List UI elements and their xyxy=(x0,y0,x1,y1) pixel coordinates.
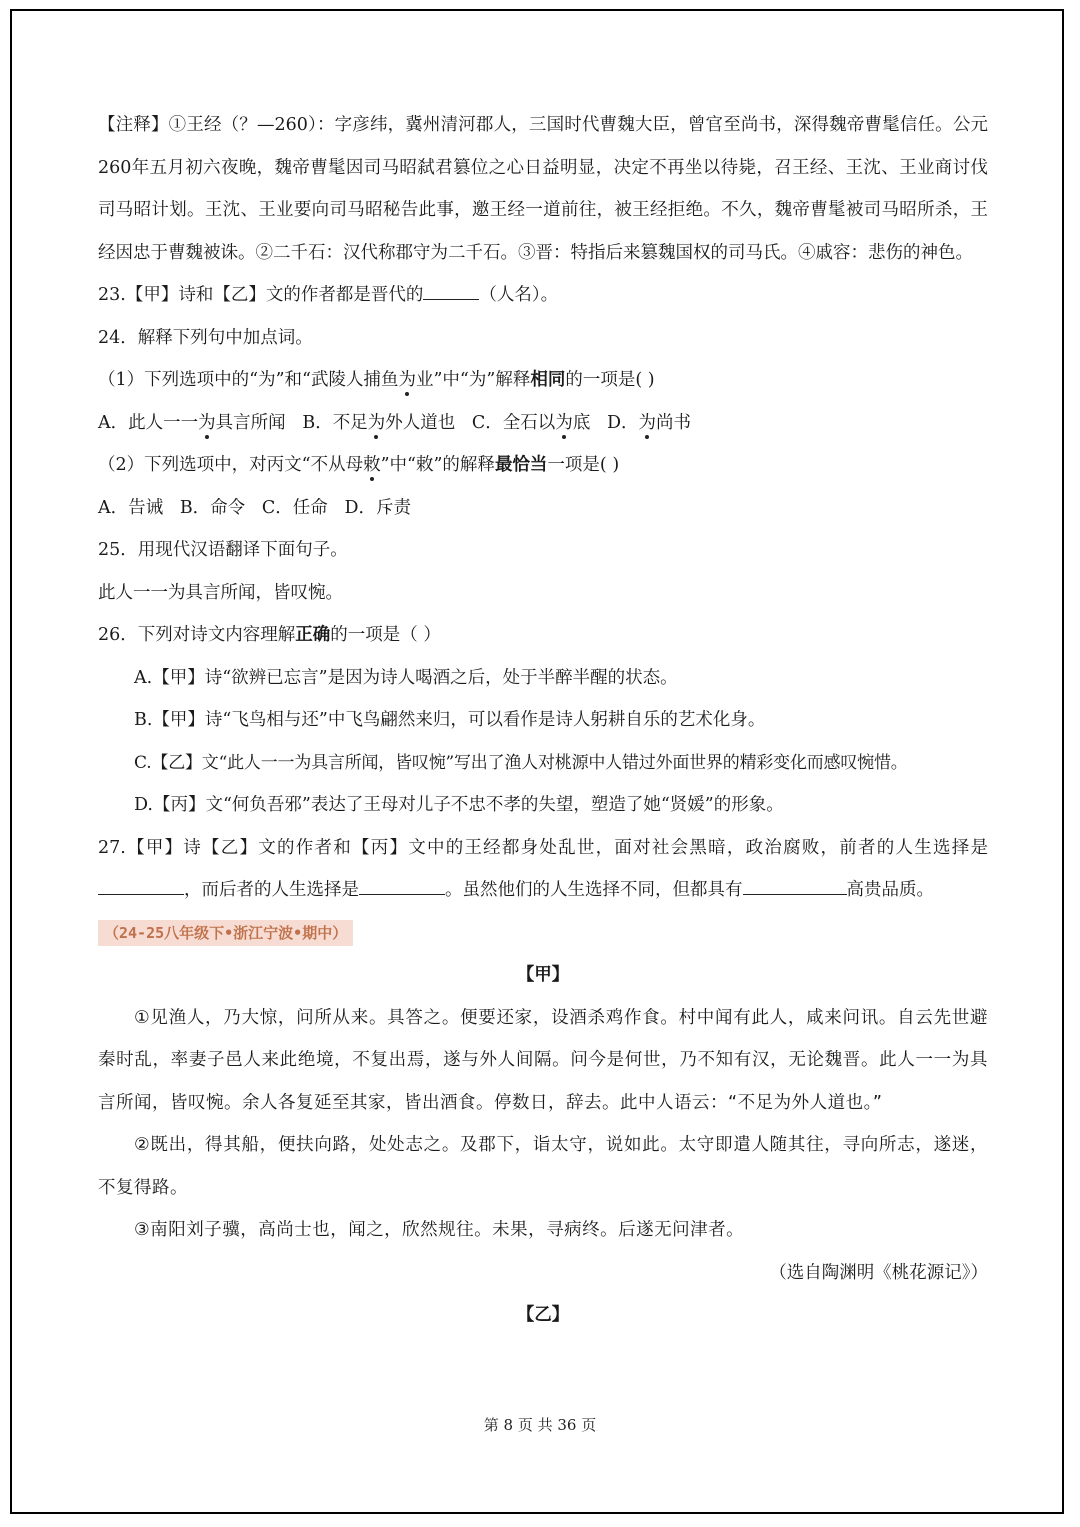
dotted-word: 为 xyxy=(367,412,386,433)
q26-emphasis: 正确 xyxy=(295,625,331,645)
dotted-word: 为 xyxy=(198,412,216,433)
passage-paragraph-2: ②既出，得其船，便扶向路，处处志之。及郡下，诣太守，说如此。太守即遣人随其往，寻向所志，遂迷，不复得路。 xyxy=(98,1135,988,1198)
q23-text-end: （人名）。 xyxy=(479,285,559,305)
dotted-word: 为 xyxy=(638,412,657,433)
q24-2-text-a: （2）下列选项中，对丙文“不从母 xyxy=(98,455,364,475)
q24-1-emphasis: 相同 xyxy=(530,370,566,390)
passage-jia xyxy=(98,997,988,1252)
question-24-2-options[interactable]: A．告诫 B．命令 C．任命 D．斥责 xyxy=(98,497,411,518)
q26-option-b[interactable]: B.【甲】诗“飞鸟相与还”中飞鸟翩然来归，可以看作是诗人躬耕自乐的艺术化身。 xyxy=(134,710,766,730)
q26-option-c[interactable]: C.【乙】文“此人一一为具言所闻，皆叹惋”写出了渔人对桃源中人错过外面世界的精彩变化而感叹惋惜。 xyxy=(134,752,908,773)
question-24-2 xyxy=(98,444,988,487)
q23-answer-blank[interactable] xyxy=(423,277,479,300)
q24-2-emphasis: 最恰当 xyxy=(494,455,548,475)
document-body xyxy=(98,104,988,1337)
dotted-word: 为 xyxy=(555,412,573,433)
q26-option-d[interactable]: D.【丙】文“何负吾邪”表达了王母对儿子不忠不孝的失望，塑造了她“贤媛”的形象。 xyxy=(134,795,784,815)
page-footer: 第 8 页 共 36 页 xyxy=(483,1416,597,1434)
source-tag: （24-25八年级下•浙江宁波•期中） xyxy=(98,920,353,946)
question-24-1-options xyxy=(98,402,988,445)
q27-blank-3[interactable] xyxy=(743,872,847,895)
option-d[interactable]: D．为尚书 xyxy=(607,412,692,433)
q27-text-d: 高贵品质。 xyxy=(846,880,934,900)
section-jia-heading: 【甲】 xyxy=(516,965,570,985)
q24-2-text-b: ”中“敕”的解释 xyxy=(380,455,495,475)
question-25-title: 25．用现代汉语翻译下面句子。 xyxy=(98,540,348,560)
q24-1-text-c: 的一项是( ) xyxy=(565,370,655,390)
section-yi-heading: 【乙】 xyxy=(516,1305,570,1325)
dotted-word: 为 xyxy=(398,370,416,390)
passage-paragraph-3: ③南阳刘子骥，高尚士也，闻之，欣然规往。未果，寻病终。后遂无问津者。 xyxy=(134,1220,745,1240)
q27-text-a: 27.【甲】诗【乙】文的作者和【丙】文中的王经都身处乱世，面对社会黑暗，政治腐败，前者的人生选择是 xyxy=(98,837,988,858)
q27-blank-2[interactable] xyxy=(359,872,445,895)
passage-paragraph-1: ①见渔人，乃大惊，问所从来。具答之。便要还家，设酒杀鸡作食。村中闻有此人，咸来问讯。自云先世避秦时乱，率妻子邑人来此绝境，不复出焉，遂与外人间隔。问今是何世，乃不知有汉，无论魏晋。此人一一为具言所闻，皆叹惋。余人各复延至其家，皆出酒食。停数日，辞去。此中人语云：“不足为外人道也。” xyxy=(98,1007,988,1113)
option-c[interactable]: C．全石以为底 xyxy=(471,412,591,433)
q23-text: 23.【甲】诗和【乙】文的作者都是晋代的 xyxy=(98,285,424,305)
question-23 xyxy=(98,274,988,317)
q27-text-b: ，而后者的人生选择是 xyxy=(184,880,359,900)
dotted-word: 敕 xyxy=(363,455,381,475)
q24-1-text-a: （1）下列选项中的“为”和“武陵人捕鱼 xyxy=(98,370,399,390)
option-b[interactable]: B．不足为外人道也 xyxy=(302,412,456,433)
q26-text-b: 的一项是（ ） xyxy=(330,625,441,645)
q24-1-text-b: 业”中“为”解释 xyxy=(415,370,531,390)
notes-paragraph: 【注释】①王经（？—260）：字彦纬，冀州清河郡人，三国时代曹魏大臣，曾官至尚书，深得魏帝曹髦信任。公元260年五月初六夜晚，魏帝曹髦因司马昭弑君篡位之心日益明显，决定不再坐以待毙，召王经、王沈、王业商讨伐司马昭计划。王沈、王业要向司马昭秘告此事，邀王经一道前往，被王经拒绝。不久，魏帝曹髦被司马昭所杀，王经因忠于曹魏被诛。②二千石：汉代称郡守为二千石。③晋：特指后来篡魏国权的司马氏。④戚容：悲伤的神色。 xyxy=(98,115,988,263)
q26-text-a: 26．下列对诗文内容理解 xyxy=(98,625,296,645)
passage-source: （选自陶渊明《桃花源记》） xyxy=(769,1262,988,1283)
question-27 xyxy=(98,827,988,912)
q27-blank-1[interactable] xyxy=(98,872,184,895)
question-24-1 xyxy=(98,359,988,402)
q26-option-a[interactable]: A.【甲】诗“欲辨已忘言”是因为诗人喝酒之后，处于半醉半醒的状态。 xyxy=(134,667,678,688)
option-a[interactable]: A．此人一一为具言所闻 xyxy=(98,412,286,433)
question-24-title: 24．解释下列句中加点词。 xyxy=(98,327,313,348)
q24-2-text-c: 一项是( ) xyxy=(547,455,620,475)
question-26-title xyxy=(98,614,988,657)
question-25-sentence: 此人一一为具言所闻，皆叹惋。 xyxy=(98,582,343,603)
q27-text-c: 。虽然他们的人生选择不同，但都具有 xyxy=(445,880,743,900)
